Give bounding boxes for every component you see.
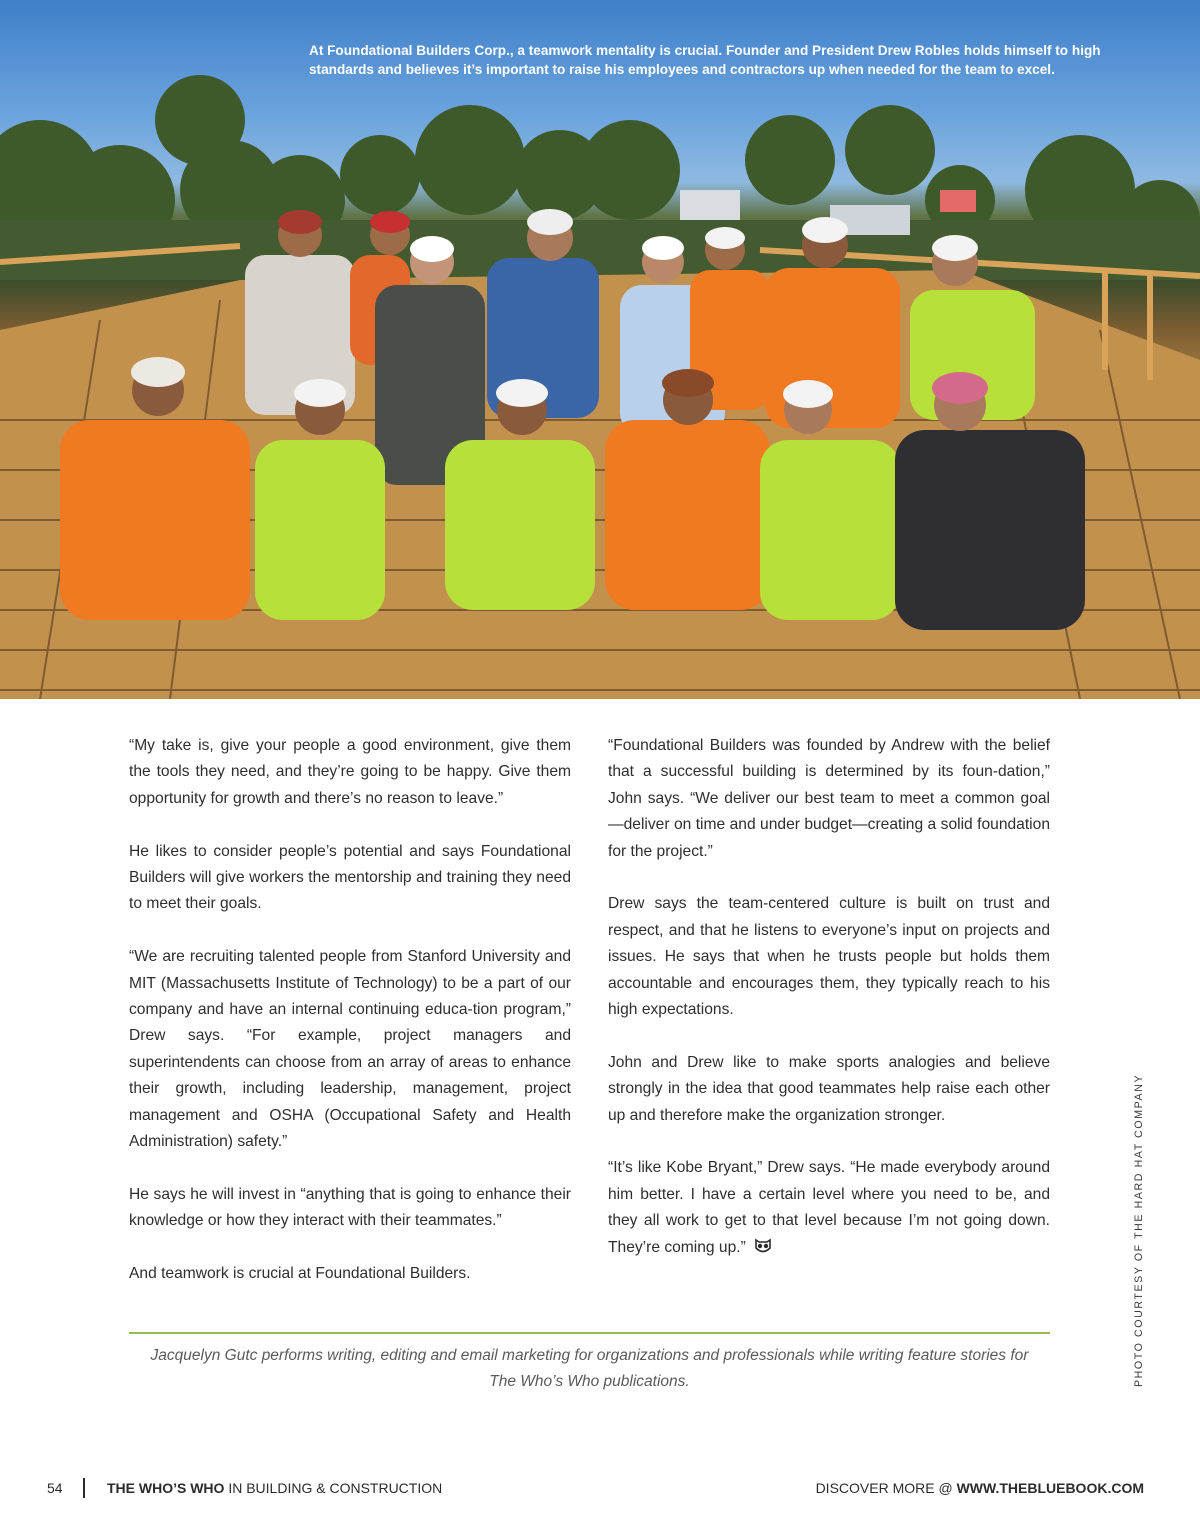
- paragraph: He says he will invest in “anything that is going to enhance their knowledge or how they interact with their teammates.”: [129, 1185, 571, 1230]
- publication-title: [107, 1480, 442, 1496]
- page-footer: [0, 1476, 1200, 1500]
- page-number: 54: [47, 1480, 63, 1496]
- discover-label: DISCOVER MORE @: [815, 1480, 957, 1496]
- photo-credit: PHOTO COURTESY OF THE HARD HAT COMPANY: [1133, 1073, 1145, 1387]
- publication-section: IN BUILDING & CONSTRUCTION: [224, 1480, 443, 1496]
- photo-caption: At Foundational Builders Corp., a teamwork mentality is crucial. Founder and President Drew Robles holds himself to high standards and believes it’s important to raise his employees and contractors up when needed for the team to excel.: [309, 43, 1101, 77]
- footer-divider: [83, 1478, 85, 1498]
- article-left-column: [129, 733, 571, 1314]
- closing-paragraph: [608, 1155, 1050, 1263]
- paragraph: Drew says the team-centered culture is built on trust and respect, and that he listens to everyone’s input on projects and issues. He says that when he trusts people but holds them accountable and encourages them, they typically reach to his high expectations.: [608, 895, 1050, 1019]
- article-right-column: [608, 733, 1050, 1289]
- publication-name: THE WHO’S WHO: [107, 1480, 225, 1496]
- discover-more: [816, 1480, 1144, 1496]
- paragraph: “My take is, give your people a good environment, give them the tools they need, and they’re going to be happy. Give them opportunity for growth and there’s no reason to leave.”: [129, 737, 571, 807]
- owl-end-mark-icon: [754, 1237, 772, 1263]
- paragraph-text: “It’s like Kobe Bryant,” Drew says. “He made everybody around him better. I have a certain level where you need to be, and they all work to get to that level because I’m not going down. They’re coming up.”: [608, 1159, 1050, 1256]
- paragraph: And teamwork is crucial at Foundational Builders.: [129, 1265, 471, 1283]
- bio-divider: [129, 1332, 1050, 1334]
- team-photo: [0, 0, 1200, 699]
- paragraph: “We are recruiting talented people from Stanford University and MIT (Massachusetts Institute of Technology) to be a part of our company and have an internal continuing educa-tion program,” Drew says. “For example, project managers and superintendents can choose from an array of areas to enhance their growth, including leadership, management, project management and OSHA (Occupational Safety and Health Administration) safety.”: [129, 948, 571, 1151]
- paragraph: “Foundational Builders was founded by Andrew with the belief that a successful building is determined by its foun-dation,” John says. “We deliver our best team to meet a common goal —deliver on time and under budget—creating a solid foundation for the project.”: [608, 737, 1050, 860]
- team-photo-illustration: [0, 0, 1200, 699]
- paragraph: John and Drew like to make sports analogies and believe strongly in the idea that good teammates help raise each other up and therefore make the organization stronger.: [608, 1053, 1050, 1124]
- author-bio: Jacquelyn Gutc performs writing, editing and email marketing for organizations and professionals while writing feature stories for The Who’s Who publications.: [150, 1347, 1029, 1390]
- paragraph: He likes to consider people’s potential and says Foundational Builders will give workers the mentorship and training they need to meet their goals.: [129, 842, 571, 913]
- website-link[interactable]: WWW.THEBLUEBOOK.COM: [956, 1480, 1144, 1496]
